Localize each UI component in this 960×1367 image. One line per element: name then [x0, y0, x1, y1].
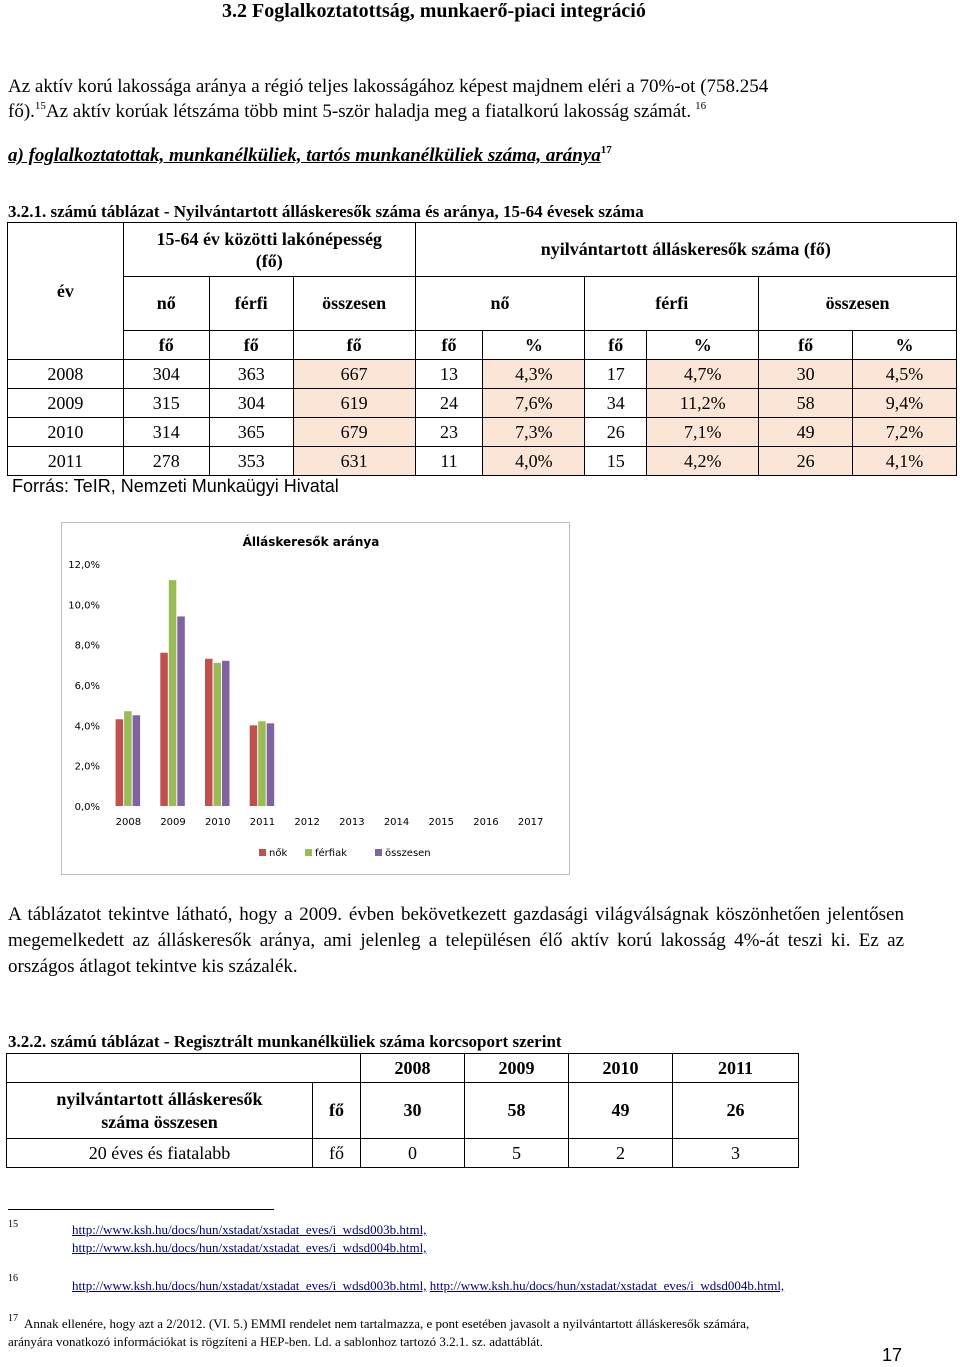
- legend-label-összesen: összesen: [385, 848, 431, 859]
- sub-header: nő: [415, 277, 585, 331]
- unit-cell: fő: [415, 331, 483, 360]
- unit-cell: %: [483, 331, 585, 360]
- empty-header: [7, 1054, 313, 1083]
- y-tick-label: 10,0%: [68, 600, 100, 612]
- cell: 3: [673, 1139, 799, 1168]
- legend-label-nők: nők: [269, 848, 288, 859]
- cell: 365: [209, 418, 293, 447]
- table-row: [8, 418, 957, 447]
- cell: 4,5%: [853, 360, 957, 389]
- footnote-17-line-2: arányára vonatkozó információkat is rögzíteni a HEP-ben. Ld. a sablonhoz tartozó 3.2.1. sz. adattáblát.: [8, 1334, 543, 1349]
- cell: 2: [569, 1139, 673, 1168]
- footnote-ref-15[interactable]: 15: [34, 100, 46, 112]
- footnote-15-link-1[interactable]: http://www.ksh.hu/docs/hun/xstadat/xstadat_eves/i_wdsd003b.html,: [72, 1222, 427, 1237]
- x-tick-label: 2017: [517, 817, 544, 828]
- cell: 13: [415, 360, 483, 389]
- intro-line-2-rest: Az aktív korúak létszáma több mint 5-ször haladja meg a fiatalkorú lakosság számát.: [45, 101, 692, 122]
- cell: 7,1%: [647, 418, 759, 447]
- cell: 314: [123, 418, 209, 447]
- cell: 7,6%: [483, 389, 585, 418]
- bar-nők-2011: [250, 725, 258, 806]
- bar-összesen-2011: [267, 723, 275, 806]
- year-header: 2011: [673, 1054, 799, 1083]
- body-paragraph: A táblázatot tekintve látható, hogy a 2009. évben bekövetkezett gazdasági világválságnak köszönhetően jelentősen megemelkedett az álláskeresők aránya, ami jelenleg a településen élő aktív korú lakosság 4%-át teszi ki. Ez az országos átlagot tekintve kis százalék.: [8, 904, 904, 977]
- intro-line-2: [8, 101, 706, 123]
- cell: 304: [123, 360, 209, 389]
- cell: 315: [123, 389, 209, 418]
- unit-cell: fő: [585, 331, 647, 360]
- cell: 679: [293, 418, 415, 447]
- section-heading: 3.2 Foglalkoztatottság, munkaerő-piaci integráció: [222, 0, 646, 22]
- table-row: [8, 447, 957, 476]
- row-label-line2: száma összesen: [101, 1111, 218, 1132]
- cell: 17: [585, 360, 647, 389]
- x-tick-label: 2016: [473, 817, 499, 828]
- unit-cell: fő: [759, 331, 853, 360]
- footnote-15-link-2[interactable]: http://www.ksh.hu/docs/hun/xstadat/xstadat_eves/i_wdsd004b.html,: [72, 1240, 427, 1255]
- seekers-table: [7, 222, 957, 476]
- subheading-text: a) foglalkoztatottak, munkanélküliek, tartós munkanélküliek száma, aránya: [8, 145, 601, 166]
- footnote-separator: [8, 1209, 274, 1210]
- cell: 49: [759, 418, 853, 447]
- cell: 667: [293, 360, 415, 389]
- unit-cell: fő: [123, 331, 209, 360]
- table2-caption: 3.2.2. számú táblázat - Regisztrált munkanélküliek száma korcsoport szerint: [8, 1032, 562, 1051]
- bar-férfiak-2011: [258, 721, 266, 806]
- bar-összesen-2008: [133, 715, 141, 806]
- cell: 9,4%: [853, 389, 957, 418]
- cell: 24: [415, 389, 483, 418]
- intro-line-1: Az aktív korú lakossága aránya a régió teljes lakosságához képest majdnem eléri a 70%-ot (758.254: [8, 76, 769, 97]
- sub-header: férfi: [585, 277, 759, 331]
- cell: 363: [209, 360, 293, 389]
- cell-year: 2010: [8, 418, 124, 447]
- footnote-ref-17[interactable]: 17: [600, 144, 612, 156]
- x-tick-label: 2012: [294, 817, 320, 828]
- header-population-line2: (fő): [255, 250, 283, 271]
- x-tick-label: 2014: [383, 817, 410, 828]
- cell-year: 2009: [8, 389, 124, 418]
- header-population-line1: 15-64 év közötti lakónépesség: [156, 228, 382, 249]
- footnote-ref-16[interactable]: 16: [695, 100, 707, 112]
- y-tick-label: 6,0%: [74, 681, 100, 692]
- sub-header: összesen: [759, 277, 957, 331]
- table-row: [7, 1083, 799, 1139]
- empty-header: [313, 1054, 361, 1083]
- x-tick-label: 2009: [160, 817, 186, 828]
- bar-nők-2010: [205, 659, 213, 806]
- table-row: [8, 389, 957, 418]
- footnote-16-link-1[interactable]: http://www.ksh.hu/docs/hun/xstadat/xstadat_eves/i_wdsd003b.html,: [72, 1278, 427, 1293]
- legend-swatch-férfiak: [305, 849, 312, 856]
- cell: 5: [465, 1139, 569, 1168]
- footnote-16-link-2[interactable]: http://www.ksh.hu/docs/hun/xstadat/xstadat_eves/i_wdsd004b.html,: [429, 1278, 785, 1293]
- cell: 58: [465, 1083, 569, 1139]
- cell: 7,3%: [483, 418, 585, 447]
- cell: 26: [759, 447, 853, 476]
- cell: 353: [209, 447, 293, 476]
- x-tick-label: 2010: [205, 817, 231, 828]
- header-seekers: nyilvántartott álláskeresők száma (fő): [415, 223, 956, 277]
- footnote-16: [72, 1278, 784, 1294]
- cell: 15: [585, 447, 647, 476]
- footnote-number-15: 15: [8, 1219, 18, 1230]
- unit-cell: %: [853, 331, 957, 360]
- legend-label-férfiak: férfiak: [315, 848, 348, 859]
- bar-férfiak-2010: [214, 663, 222, 806]
- unit-cell: fő: [313, 1139, 361, 1168]
- cell: 304: [209, 389, 293, 418]
- row-label: [7, 1083, 313, 1139]
- registered-unemployed-table: [6, 1053, 799, 1168]
- cell: 49: [569, 1083, 673, 1139]
- bar-nők-2008: [116, 719, 124, 806]
- row-label: 20 éves és fiatalabb: [7, 1139, 313, 1168]
- table1-source: Forrás: TeIR, Nemzeti Munkaügyi Hivatal: [12, 476, 339, 496]
- page-number: 17: [882, 1345, 903, 1365]
- y-tick-label: 12,0%: [68, 560, 100, 571]
- bar-nők-2009: [160, 653, 168, 806]
- x-tick-label: 2013: [339, 817, 365, 828]
- cell: 11: [415, 447, 483, 476]
- row-label-line1: nyilvántartott álláskeresők: [56, 1088, 263, 1109]
- intro-line-2-start: fő).: [8, 101, 35, 122]
- seekers-ratio-chart: [61, 522, 570, 875]
- cell: 278: [123, 447, 209, 476]
- cell: 619: [293, 389, 415, 418]
- cell: 4,3%: [483, 360, 585, 389]
- cell: 4,1%: [853, 447, 957, 476]
- cell: 23: [415, 418, 483, 447]
- bar-összesen-2009: [177, 616, 185, 806]
- footnote-number-16: 16: [8, 1273, 18, 1284]
- unit-cell: %: [647, 331, 759, 360]
- cell: 30: [759, 360, 853, 389]
- y-tick-label: 4,0%: [74, 721, 100, 733]
- table1-caption: 3.2.1. számú táblázat - Nyilvántartott álláskeresők száma és aránya, 15-64 évesek száma: [8, 202, 644, 221]
- cell: 4,0%: [483, 447, 585, 476]
- bar-összesen-2010: [222, 661, 230, 806]
- x-tick-label: 2008: [115, 817, 142, 828]
- cell: 34: [585, 389, 647, 418]
- footnote-17-line-1: Annak ellenére, hogy azt a 2/2012. (VI. 5.) EMMI rendelet nem tartalmazza, e pont esetében javasolt a nyilvántartott álláskeresők számára,: [24, 1316, 750, 1331]
- y-tick-label: 0,0%: [74, 802, 100, 813]
- cell: 11,2%: [647, 389, 759, 418]
- cell-year: 2008: [8, 360, 124, 389]
- bar-férfiak-2009: [169, 580, 177, 806]
- bar-férfiak-2008: [124, 711, 132, 806]
- legend-swatch-nők: [259, 849, 266, 856]
- y-tick-label: 2,0%: [74, 761, 100, 773]
- legend-swatch-összesen: [375, 849, 382, 856]
- cell: 4,7%: [647, 360, 759, 389]
- subheading: [8, 145, 612, 167]
- x-tick-label: 2011: [249, 817, 276, 828]
- header-population: [123, 223, 415, 277]
- year-header: 2010: [569, 1054, 673, 1083]
- unit-cell: fő: [313, 1083, 361, 1139]
- y-tick-label: 8,0%: [74, 640, 100, 652]
- sub-header: férfi: [209, 277, 293, 331]
- cell: 4,2%: [647, 447, 759, 476]
- unit-cell: fő: [293, 331, 415, 360]
- year-header: 2008: [361, 1054, 465, 1083]
- cell: 631: [293, 447, 415, 476]
- footnote-number-17: 17: [8, 1313, 18, 1324]
- cell: 30: [361, 1083, 465, 1139]
- unit-cell: fő: [209, 331, 293, 360]
- year-header: 2009: [465, 1054, 569, 1083]
- table-row: [8, 360, 957, 389]
- x-tick-label: 2015: [428, 817, 454, 828]
- cell: 58: [759, 389, 853, 418]
- cell: 26: [673, 1083, 799, 1139]
- sub-header: összesen: [293, 277, 415, 331]
- cell-year: 2011: [8, 447, 124, 476]
- cell: 0: [361, 1139, 465, 1168]
- header-year: év: [8, 223, 124, 360]
- cell: 7,2%: [853, 418, 957, 447]
- cell: 26: [585, 418, 647, 447]
- sub-header: nő: [123, 277, 209, 331]
- chart-title: Álláskeresők aránya: [242, 535, 380, 549]
- table-row: [7, 1139, 799, 1168]
